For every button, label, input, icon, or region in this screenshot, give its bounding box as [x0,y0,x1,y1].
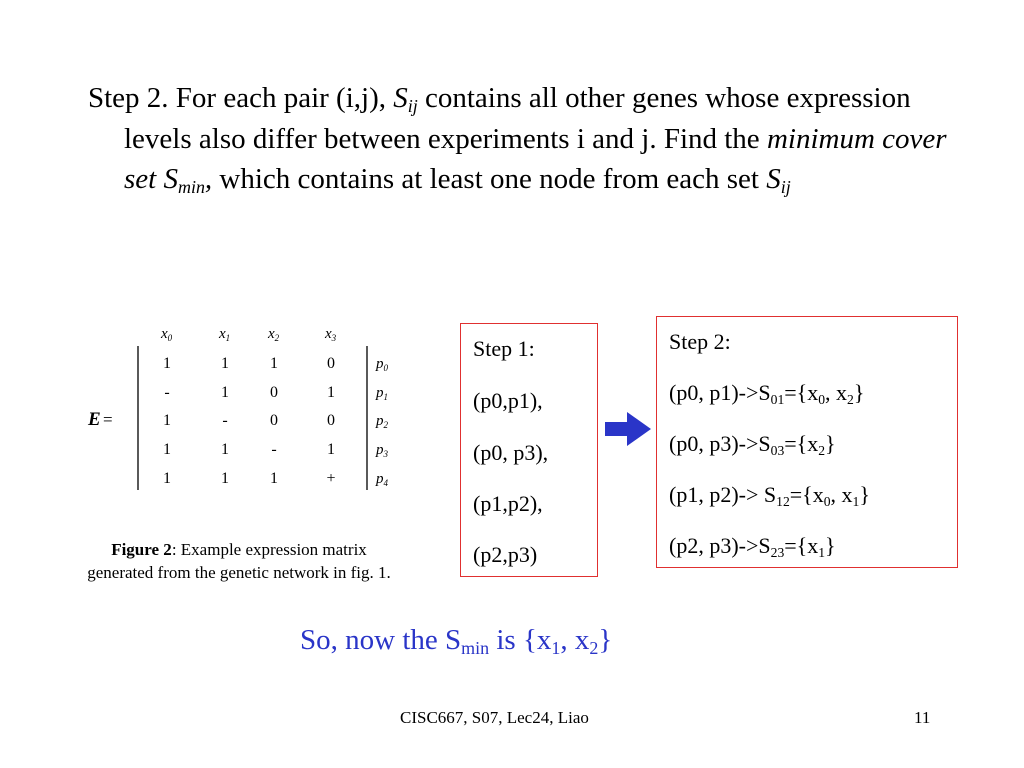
step1-pair: (p0, p3), [473,440,549,465]
step2-description: Step 2. For each pair (i,j), $S_{ij}$ contains all other genes whose expression levels also differ between experiments i and j. Find the minimum cover set $S_{min}$, which contains at least one node from each set $S_{ij}$ [88,82,947,198]
matrix-equals: = [103,410,113,429]
matrix-label: E [88,409,101,430]
matrix-cell: 1 [163,355,171,372]
matrix-column-header: $x_1$ [219,326,231,343]
matrix-cell: 1 [163,470,171,487]
step2-line: (p2, $p3)->S_{23}=\{x_1\}$ [669,533,836,560]
matrix-row-label: $p_4$ [376,471,388,488]
figure-caption [84,538,394,584]
matrix-cell: 1 [221,470,229,487]
matrix-row-label: $p_1$ [376,385,388,402]
matrix-cell: 1 [221,384,229,401]
matrix-cell: 1 [163,412,171,429]
matrix-column-header: $x_2$ [268,326,280,343]
matrix-cell: 0 [270,412,278,429]
page-number: 11 [914,708,931,727]
step2-title: Step 2: [669,329,731,354]
caption-line2: generated from the genetic network in fig. 1. [87,563,391,582]
matrix-cell: 1 [270,470,278,487]
matrix-cell: 1 [270,355,278,372]
matrix-row-label: $p_3$ [376,442,388,459]
step1-title: Step 1: [473,336,535,361]
caption-label: Figure 2 [111,540,172,559]
matrix-column-header: $x_3$ [325,326,337,343]
matrix-cell: 1 [163,441,171,458]
step1-box [460,323,598,577]
step2-line: (p1, $p2)-> S_{12}=\{x_0$, $x_1$} [669,482,870,509]
step1-pair: (p2,p3) [473,542,538,567]
step2-box [656,316,958,568]
matrix-row-label: $p_0$ [376,356,388,373]
matrix-cell: - [271,441,277,458]
conclusion-text: So, now the $S_{min}$ is {$x_1$, $x_2$} [300,624,613,659]
matrix-cell: + [326,470,336,487]
step2-line: (p0, $p1)->S_{01}=\{x_0$, $x_2$} [669,380,865,407]
right-arrow-icon [605,412,653,446]
matrix-cell: 1 [221,441,229,458]
matrix-cell: 1 [327,384,335,401]
matrix-cell: 0 [327,412,335,429]
matrix-cell: 1 [221,355,229,372]
step1-pair: (p1,p2), [473,491,543,516]
matrix-cell: 0 [270,384,278,401]
matrix-cell: 0 [327,355,335,372]
step2-line: (p0, $p3)->S_{03}=\{x_2\}$ [669,431,836,458]
matrix-cell: 1 [327,441,335,458]
footer-course: CISC667, S07, Lec24, Liao [400,708,589,727]
matrix-row-label: $p_2$ [376,413,388,430]
step1-pair: (p0,p1), [473,388,543,413]
matrix-cell: - [164,384,170,401]
matrix-cell: - [222,412,228,429]
caption-line1: : Example expression matrix [171,540,367,559]
matrix-column-header: $x_0$ [161,326,173,343]
